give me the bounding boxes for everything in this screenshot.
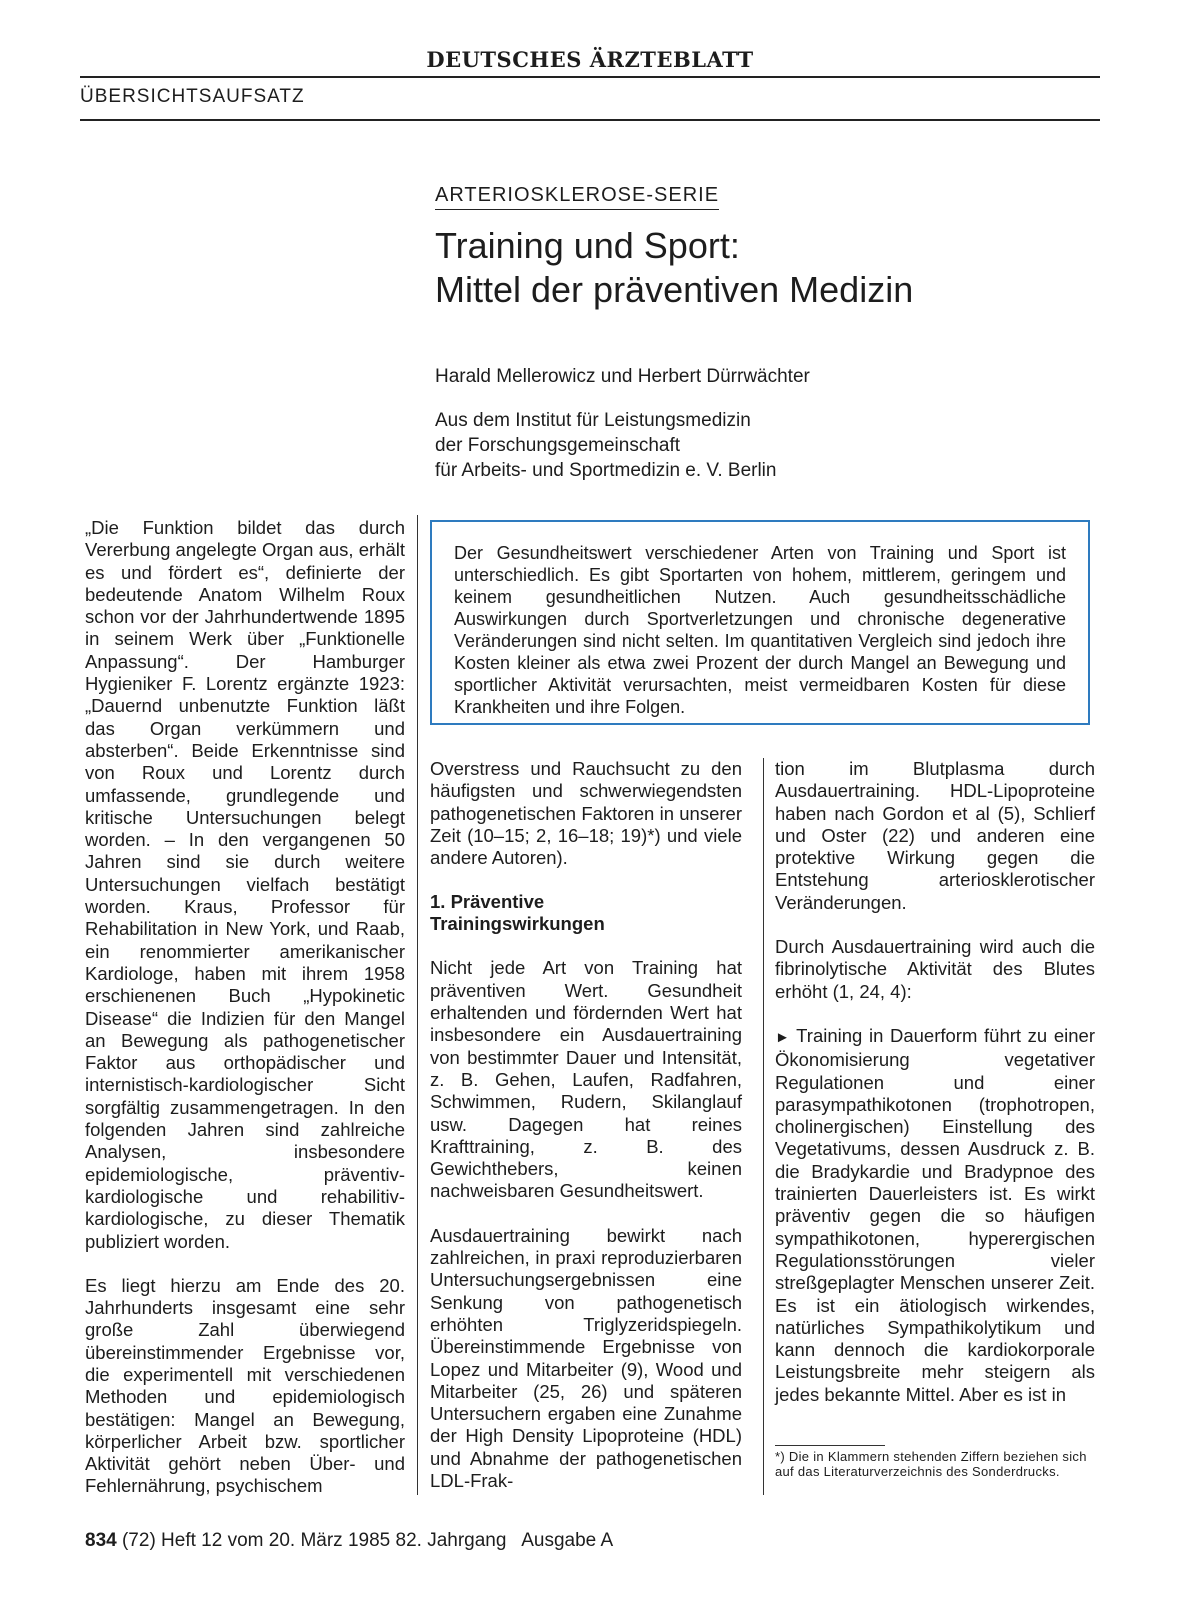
- col3-paragraph-3: [775, 1025, 1095, 1406]
- heading-line-1: 1. Präventive: [430, 891, 545, 913]
- abstract-box: [430, 520, 1090, 725]
- column-3: [775, 758, 1095, 1428]
- authors: Harald Mellerowicz und Herbert Dürrwächter: [435, 366, 810, 387]
- column-1: [85, 517, 405, 1520]
- issue-info: (72) Heft 12 vom 20. März 1985 82. Jahrgang Ausgabe A: [121, 1530, 614, 1551]
- col1-paragraph-2: Es liegt hierzu am Ende des 20. Jahrhunderts insgesamt eine sehr große Zahl überwiegend übereinstimmender Ergebnisse vor, die experimentell mit verschiedenen Methoden und epidemiologisch bestätigen: Mangel an Bewegung, körperlicher Arbeit bzw. sportlicher Aktivität gehört neben Über- und Fehlernährung, psychischem: [85, 1274, 405, 1497]
- column-divider-2: [763, 758, 764, 1495]
- col2-paragraph-2: Nicht jede Art von Training hat präventiven Wert. Gesundheit erhaltenden und fördernden Wert hat insbesondere ein Ausdauertraining von bestimmter Dauer und Intensität, z. B. Gehen, Laufen, Radfahren, Schwimmen, Rudern, Skilanglauf usw. Dagegen hat reines Krafttraining, z. B. des Gewichthebers, keinen nachweisbaren Gesundheitswert.: [430, 957, 742, 1202]
- institute-line-2: der Forschungsgemeinschaft: [435, 435, 681, 456]
- institute: [435, 408, 776, 483]
- abstract-text: Der Gesundheitswert verschiedener Arten von Training und Sport ist unterschiedlich. Es gibt Sportarten von hohem, mittlerem, geringem und keinem gesundheitlichen Nutzen. Auch gesundheitsschädliche Auswirkungen durch Sportverletzungen und chronische degenerative Veränderungen sind nicht selten. Im quantitativen Vergleich sind jedoch ihre Kosten kleiner als etwa zwei Prozent der durch Mangel an Bewegung und sportlicher Aktivität verursachten, meist vermeidbaren Kosten für diese Krankheiten und ihre Folgen.: [454, 543, 1066, 717]
- header-rule: [80, 76, 1100, 78]
- section-rule: [80, 119, 1100, 121]
- section-heading: [430, 891, 742, 935]
- column-2: [430, 758, 742, 1514]
- footnote-rule: [775, 1445, 885, 1446]
- col2-paragraph-3: Ausdauertraining bewirkt nach zahlreichen, in praxi reproduzierbaren Untersuchungsergebnissen eine Senkung von pathogenetisch erhöhten Triglyzeridspiegeln. Übereinstimmende Ergebnisse von Lopez und Mitarbeiter (9), Wood und Mitarbeiter (25, 26) und späteren Untersuchern ergaben eine Zunahme der High Density Lipoproteine (HDL) und Abnahme der pathogenetischen LDL-Frak-: [430, 1224, 742, 1492]
- institute-line-3: für Arbeits- und Sportmedizin e. V. Berlin: [435, 460, 777, 481]
- series-label: ARTERIOSKLEROSE-SERIE: [435, 184, 719, 210]
- col1-paragraph-1: „Die Funktion bildet das durch Vererbung angelegte Organ aus, erhält es und fördert es“, definierte der bedeutende Anatom Wilhelm Roux schon vor der Jahrhundertwende 1895 in seinem Werk über „Funktionelle Anpassung“. Der Hamburger Hygieniker F. Lorentz ergänzte 1923: „Dauernd unbenutzte Funktion läßt das Organ verkümmern und absterben“. Beide Erkenntnisse sind von Roux und Lorentz durch umfassende, grundlegende und kritische Untersuchungen belegt worden. – In den vergangenen 50 Jahren sind sie durch weitere Untersuchungen vielfach bestätigt worden. Kraus, Professor für Rehabilitation in New York, und Raab, ein renommierter amerikanischer Kardiologe, haben mit ihrem 1958 erschienenen Buch „Hypokinetic Disease“ die Indizien für den Mangel an Bewegung als pathogenetischer Faktor aus orthopädischer und internistisch-kardiologischer Sicht sorgfältig zusammengetragen. In den folgenden Jahren sind zahlreiche Analysen, insbesondere epidemiologische, präventiv-kardiologische und rehabilitiv-kardiologische, zu dieser Thematik publiziert worden.: [85, 517, 405, 1252]
- col3-paragraph-2: Durch Ausdauertraining wird auch die fibrinolytische Aktivität des Blutes erhöht (1, 24, 4):: [775, 936, 1095, 1002]
- article-title: [435, 224, 913, 312]
- col3-paragraph-3-text: Training in Dauerform führt zu einer Ökonomisierung vegetativer Regulationen und einer parasympathikotonen (trophotropen, cholinergischen) Einstellung des Vegetativums, dessen Ausdruck z. B. die Bradykardie und Bradypnoe des trainierten Dauerleisters ist. Es wirkt präventiv gegen die so häufigen sympathikotonen, hyperergischen Regulationsstörungen vieler streßgeplagter Menschen unserer Zeit. Es ist ein ätiologisch wirkendes, natürliches Sympathikolytikum und kann dennoch die kardiokorporale Leistungsbreite mehr steigern als jedes bekannte Mittel. Aber es ist in: [775, 1024, 1095, 1405]
- title-line-2: Mittel der präventiven Medizin: [435, 269, 914, 310]
- footnote: *) Die in Klammern stehenden Ziffern beziehen sich auf das Literaturverzeichnis des Sonderdrucks.: [775, 1449, 1087, 1479]
- heading-line-2: Trainingswirkungen: [430, 913, 605, 935]
- column-divider-1: [417, 515, 418, 1495]
- page-footer: [85, 1530, 613, 1552]
- col3-paragraph-1: tion im Blutplasma durch Ausdauertraining. HDL-Lipoproteine haben nach Gordon et al (5), Schlierf und Oster (22) und anderen eine protektive Wirkung gegen die Entstehung arteriosklerotischer Veränderungen.: [775, 758, 1095, 913]
- col2-paragraph-1: Overstress und Rauchsucht zu den häufigsten und schwerwiegendsten pathogenetischen Faktoren in unserer Zeit (10–15; 2, 16–18; 19)*) und viele andere Autoren).: [430, 758, 742, 869]
- masthead: DEUTSCHES ÄRZTEBLATT: [426, 47, 754, 72]
- page-number: 834: [85, 1530, 117, 1551]
- institute-line-1: Aus dem Institut für Leistungsmedizin: [435, 410, 751, 431]
- bullet-arrow-icon: ►: [775, 1028, 790, 1046]
- section-label: ÜBERSICHTSAUFSATZ: [80, 86, 305, 107]
- title-line-1: Training und Sport:: [435, 225, 740, 266]
